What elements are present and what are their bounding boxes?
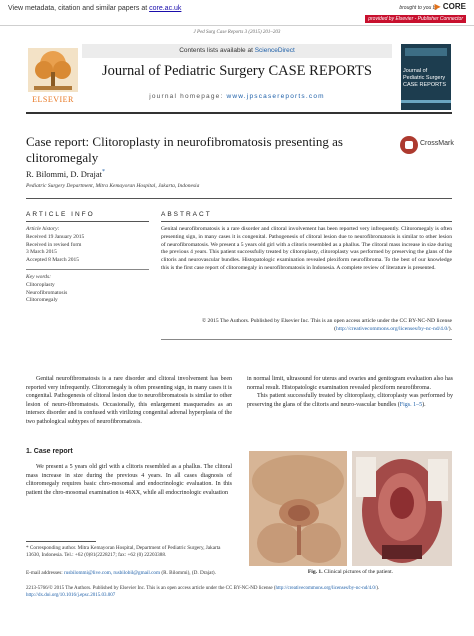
doi-link[interactable]: http://dx.doi.org/10.1016/j.epsc.2015.03.007 <box>26 593 116 598</box>
clinical-photo-left <box>249 451 347 566</box>
treatment-text: This patient successfully treated by clitoroplasty, clitoroplasty was performed by preserving the glans of the clitoris and neuro-vascular bundles ( <box>247 393 453 408</box>
history-entry: Received 19 January 2015 <box>26 233 85 240</box>
journal-citation: J Ped Surg Case Reports 3 (2015) 201–203 <box>193 30 281 35</box>
keywords-divider <box>26 269 149 270</box>
header-divider <box>26 112 452 114</box>
contents-prefix: Contents lists available at <box>179 47 255 54</box>
keywords-label: Key words: <box>26 274 52 280</box>
core-logo[interactable] <box>435 2 467 11</box>
issn-suffix: ). <box>376 586 380 591</box>
article-info-divider <box>26 221 149 222</box>
figure-label: Fig. 1. <box>307 569 323 575</box>
keyword: Clitoroplasty <box>26 281 55 288</box>
email-suffix: (R. Bilommi), (D. Drajat). <box>160 570 216 576</box>
treatment-suffix: ). <box>422 401 426 408</box>
license-prefix: © 2015 The Authors. Published by Elsevier Inc. This is an open access article under the CC BY-NC-ND license ( <box>201 318 452 332</box>
case-report-paragraph: We present a 5 years old girl with a clitoris resembled as a phallus. The clitoral mass increase in size during the previous 4 years. In all cases diagnosis of clitoromegaly requires basic chro-mosomal and endocrinologic evaluation. In this patient the chro-mosomal examination is 46XX, while all endocrinologic evaluation <box>26 464 232 496</box>
authors-text: R. Bilommi, D. Drajat <box>26 169 103 179</box>
crossmark-label[interactable]: CrossMark <box>420 140 454 147</box>
publisher-name: ELSEVIER <box>32 95 74 104</box>
history-entry: Received in revised form <box>26 241 82 248</box>
license-statement <box>161 318 452 334</box>
brought-to-you-label: brought to you by <box>399 5 438 11</box>
clinical-photo-right <box>352 451 452 566</box>
figure-caption-text: Clinical pictures of the patient. <box>322 569 394 575</box>
abstract-bottom-divider <box>161 339 452 340</box>
figure-reference-link[interactable]: Figs. 1–5 <box>399 401 423 408</box>
case-report-heading: 1. Case report <box>26 448 73 455</box>
issn-text: 2213-5766/© 2015 The Authors. Published by Elsevier Inc. This is an open access article under the CC BY-NC-ND license ( <box>26 586 276 591</box>
core-arrow-icon: ▶ <box>434 2 443 11</box>
corresponding-author-note: * Corresponding author. Mitra Kemayoran Hospital, Department of Pediatric Surgery, Jakarta 13630, Indonesia. Tel.: +62 (0)81(2228217; fax: +62 (0) 22203388. <box>26 545 221 558</box>
history-entry: Accepted 8 March 2015 <box>26 257 79 264</box>
abstract-heading: ABSTRACT <box>161 211 212 218</box>
right-column-text <box>247 375 453 409</box>
history-entry: 3 March 2015 <box>26 249 57 256</box>
footer-license-link[interactable]: http://creativecommons.org/licenses/by-nc-nd/4.0/ <box>275 586 377 591</box>
contents-list-bar <box>82 44 392 58</box>
license-suffix: ). <box>448 325 452 332</box>
keyword: Neurofibromatosis <box>26 289 68 296</box>
history-label: Article history: <box>26 226 60 232</box>
core-metadata-text: View metadata, citation and similar papers at <box>8 5 150 12</box>
email-prefix: E-mail addresses: <box>26 570 65 576</box>
issn-footer <box>26 585 452 599</box>
article-info-heading: ARTICLE INFO <box>26 211 95 218</box>
intro-paragraph: Genital neurofibromatosis is a rare disorder and clitoral involvement has been reported very infrequently. Clitoromegaly is often presenting sign, in many cases it is congenital. Pathogenesis of clitoral lesion due to neurofibromatosis is similar to other lesion of neuro-fibromatosis. Occasionally, this enlargement masquerades as an intersex disorder and is confused with virilizing congenital adrenal hyperplasia of the two pathological subtypes of neurofibromatosis. <box>26 376 232 425</box>
homepage-link[interactable]: www.jpscasereports.com <box>226 93 325 100</box>
article-history <box>26 226 149 265</box>
corresponding-author-mark[interactable]: * <box>102 169 106 176</box>
figure-caption <box>249 569 452 575</box>
email-link[interactable]: rusbilommi@live.com, rusbilobil@gmail.com <box>64 570 161 576</box>
core-logo-text: CORE <box>442 2 466 11</box>
results-paragraph: in normal limit, ultrasound for uterus and ovaries and genitogram evaluation also has normal result. Histopatologic examination revealed plexiform neurofibroma. <box>247 376 453 391</box>
title-divider <box>26 198 452 199</box>
provided-by-badge[interactable]: provided by Elsevier - Publisher Connector <box>365 15 466 23</box>
license-link[interactable]: http://creativecommons.org/licenses/by-nc-nd/4.0/ <box>336 325 449 332</box>
journal-title: Journal of Pediatric Surgery CASE REPORTS <box>102 63 372 79</box>
journal-homepage <box>82 93 392 100</box>
email-addresses <box>26 570 232 577</box>
keyword: Clitoromegaly <box>26 297 58 304</box>
sciencedirect-link[interactable]: ScienceDirect <box>254 47 295 54</box>
crossmark-bookmark-icon <box>405 141 413 149</box>
article-authors <box>26 169 105 179</box>
treatment-paragraph <box>247 392 453 409</box>
core-link[interactable]: core.ac.uk <box>149 5 182 12</box>
core-metadata-notice <box>8 5 181 12</box>
cover-header-band <box>405 48 447 56</box>
cover-stripe <box>401 100 451 103</box>
footnote-divider <box>26 541 96 542</box>
article-title: Case report: Clitoroplasty in neurofibromatosis presenting as clitoromegaly <box>26 134 343 165</box>
journal-cover-text: Journal of Pediatric Surgery CASE REPORTS <box>403 68 446 88</box>
homepage-prefix: journal homepage: <box>149 93 227 100</box>
elsevier-tree-logo-icon <box>26 46 80 102</box>
article-keywords <box>26 274 149 305</box>
abstract-divider <box>161 221 452 222</box>
author-affiliation: Pediatric Surgery Department, Mitra Kemayoran Hospital, Jakarta, Indonesia <box>26 183 200 189</box>
abstract-text: Genital neurofibromatosis is a rare disorder and clitoral involvement has been reported very infrequently. Clitoromegaly is often presenting sign, in many cases it is congenital. Pathogenesis of clitoral lesion due to neurofibromatosis is similar to other lesion of neurofibromatosis. We present a 5 years old girl with a clitoris resembled as a phallus. The clitoral mass increase in size during the previous 4 years. This patient successfully treated by clitoroplasty, clitoroplasty was performed by preserving the glans of the clitoris and neurovascular bundles. Histopatologic examination revealed plexiform neurofibroma. To the best of our knowledge this is the first case report of clitoromegaly in neurofibromatosis in Indonesia. A complete review of literature is presented. <box>161 226 452 271</box>
